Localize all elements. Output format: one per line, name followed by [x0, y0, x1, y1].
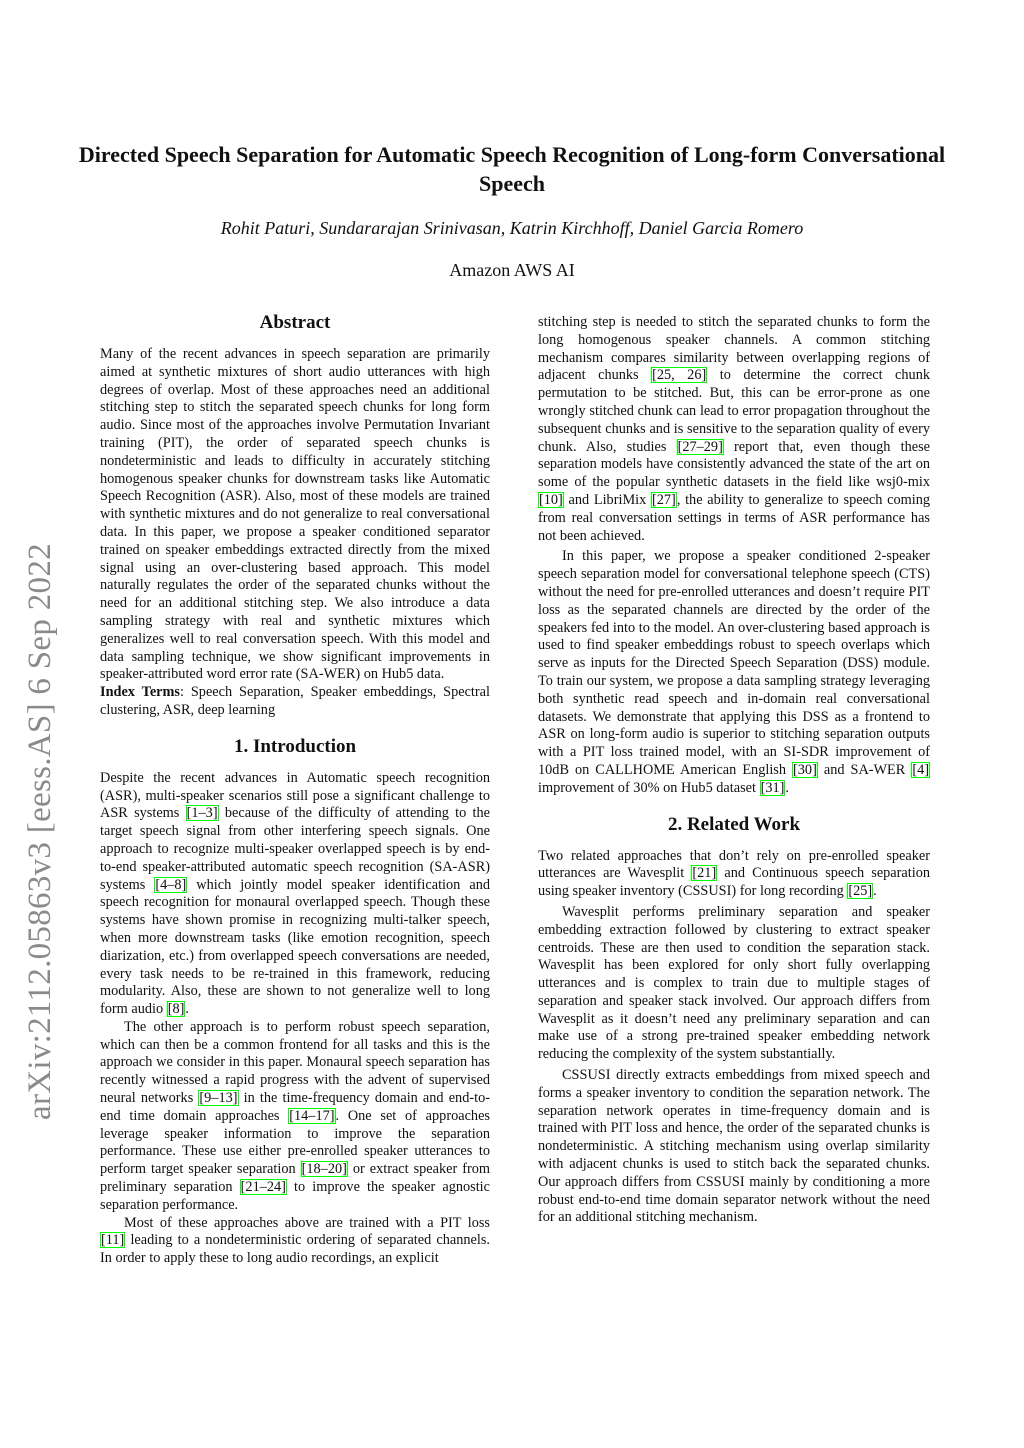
- citation-link[interactable]: [27]: [651, 491, 676, 508]
- intro-paragraph-2: The other approach is to perform robust speech separation, which can then be a common frontend for all tasks and this is the approach we consider in this paper. Monaural speech separation has recently witnessed a rapid progress with the advent of supervised neural networks [9–13] in the time-frequency domain and end-to-end time domain approaches [14–17]. One set of approaches leverage speaker information to improve the separation performance. These use either pre-enrolled speaker utterances to perform target speaker separation [18–20] or extract speaker from preliminary separation [21–24] to improve the speaker agnostic separation performance.: [100, 1018, 491, 1213]
- citation-link[interactable]: [25, 26]: [652, 367, 707, 384]
- intro-paragraph-1: Despite the recent advances in Automatic speech recognition (ASR), multi-speaker scenarios still pose a significant challenge to ASR systems [1–3] because of the difficulty of attending to the target speech signal from other interfering speech signals. One approach to recognize multi-speaker overlapped speech is by end-to-end speaker-attributed automatic speech recognition (SA-ASR) systems [4–8] which jointly model speaker identification and speech recognition for monaural overlapped speech. Though these systems have shown promise in recognizing multi-talker speech, when more downstream tasks (like emotion recognition, speech diarization, etc.) from overlapped speech conversations are needed, every task needs to be re-trained in this framework, reducing modularity. Also, these are shown to not generalize well to long form audio [8].: [100, 769, 490, 1018]
- citation-link[interactable]: [4]: [912, 761, 929, 778]
- section-heading-related-work: 2. Related Work: [667, 813, 801, 835]
- author-list: Rohit Paturi, Sundararajan Srinivasan, Katrin Kirchhoff, Daniel Garcia Romero: [220, 218, 804, 238]
- citation-link[interactable]: [31]: [760, 779, 785, 796]
- index-terms-text: : Speech Separation, Speaker embeddings, Spectral clustering, ASR, deep learning: [100, 684, 490, 718]
- citation-link[interactable]: [21–24]: [240, 1179, 286, 1196]
- citation-link[interactable]: [9–13]: [199, 1090, 238, 1107]
- section-heading-introduction: 1. Introduction: [233, 735, 357, 757]
- index-terms-label: Index Terms: [100, 684, 180, 701]
- paper-title: Directed Speech Separation for Automatic Speech Recognition of Long-form Conversational Speech: [78, 142, 946, 196]
- citation-link[interactable]: [8]: [167, 1001, 185, 1018]
- intro-paragraph-3-continued: stitching step is needed to stitch the separated chunks to form the long homogenous speaker channels. A common stitching mechanism compares similarity between overlapping regions of adjacent chunks [25, 26] to determine the correct chunk permutation to be stitched. But, this can be error-prone as one wrongly stitched chunk can lead to error propagation throughout the subsequent chunks and is sensitive to the separation quality of every chunk. Also, studies [27–29] report that, even though these separation models have consistently advanced the state of the art on some of the popular synthetic datasets in the field like wsj0-mix [10] and LibriMix [27], the ability to generalize to speech coming from real conversation settings in terms of ASR performance has not been achieved.: [538, 314, 930, 544]
- citation-link[interactable]: [21]: [692, 865, 717, 882]
- citation-link[interactable]: [14–17]: [289, 1107, 335, 1124]
- related-paragraph-1: Two related approaches that don’t rely on pre-enrolled speaker utterances are Wavesplit [21] and Continuous speech separation using speaker inventory (CSSUSI) for long recording [25].: [538, 847, 931, 900]
- intro-paragraph-3: Most of these approaches above are trained with a PIT loss [11] leading to a nondeterministic ordering of separated channels. In order to apply these to long audio recordings, an explicit: [100, 1214, 490, 1267]
- citation-link[interactable]: [25]: [848, 883, 873, 900]
- arxiv-identifier: arXiv:2112.05863v3 [eess.AS] 6 Sep 2022: [22, 543, 58, 1120]
- right-column: [538, 314, 930, 1227]
- citation-link[interactable]: [4–8]: [155, 876, 187, 893]
- citation-link[interactable]: [10]: [539, 491, 563, 508]
- citation-link[interactable]: [1–3]: [186, 805, 218, 822]
- affiliation: Amazon AWS AI: [449, 260, 575, 280]
- citation-link[interactable]: [18–20]: [301, 1161, 347, 1178]
- citation-link[interactable]: [11]: [101, 1232, 125, 1249]
- left-column: [100, 310, 490, 1268]
- citation-link[interactable]: [27–29]: [677, 438, 723, 455]
- intro-paragraph-4: In this paper, we propose a speaker conditioned 2-speaker speech separation model for conversational telephone speech (CTS) without the need for pre-enrolled utterances and doesn’t require PIT loss as the separated channels are directed by the order of the speakers fed into to the model. An over-clustering based approach is used to find speaker embeddings robust to speech overlaps which serve as inputs for the Directed Speech Separation (DSS) module. To train our system, we propose a data sampling strategy leveraging both synthetic read speech and in-domain real conversational datasets. We demonstrate that applying this DSS as a frontend to ASR on long-form audio is superior to stitching separation outputs with a PIT loss trained model, with an SI-SDR improvement of 10dB on CALLHOME American English [30] and SA-WER [4] improvement of 30% on Hub5 dataset [31].: [538, 548, 930, 796]
- citation-link[interactable]: [30]: [793, 761, 817, 778]
- related-paragraph-3: CSSUSI directly extracts embeddings from mixed speech and forms a speaker inventory to condition the separation network. The separation network operates in time-frequency domain and is trained with PIT loss and hence, the order of the separated chunks is nondeterministic. A stitching mechanism using overlap similarity with adjacent chunks is used to stitch back the separated chunks. Our approach differs from CSSUSI mainly by conditioning a more robust end-to-end time domain separator network without the need for an additional stitching mechanism.: [538, 1067, 930, 1226]
- abstract-heading: Abstract: [259, 312, 331, 333]
- related-paragraph-2: Wavesplit performs preliminary separation and speaker embedding extraction followed by clustering to extract speaker centroids. These are then used to condition the separation stack. Wavesplit has been explored for only short fully overlapping utterances and is complex to train due to multiple stages of separation and speaker stack involved. Our approach differs from Wavesplit as it doesn’t need any preliminary separation and can make use of a strong pre-trained speaker embedding network reducing the complexity of the system substantially.: [538, 903, 930, 1063]
- abstract-text: Many of the recent advances in speech separation are primarily aimed at synthetic mixtures of short audio utterances with high degrees of overlap. Most of these approaches need an additional stitching step to stitch the separated speech chunks for long form audio. Since most of the approaches involve Permutation Invariant training (PIT), the order of separated speech chunks is nondeterministic and leads to difficulty in accurately stitching homogenous speaker chunks for downstream tasks like Automatic Speech Recognition (ASR). Also, most of these models are trained with synthetic mixtures and do not generalize to real conversational data. In this paper, we propose a speaker conditioned separator trained on speaker embeddings extracted directly from the mixed signal using an over-clustering based approach. This model naturally regulates the order of the separated chunks without the need for an additional stitching step. We also introduce a data sampling strategy with real and synthetic mixtures which generalizes well to real conversation speech. With this model and data sampling technique, we show significant improvements in speaker-attributed word error rate (SA-WER) on Hub5 data.: [100, 346, 490, 683]
- index-terms: [100, 684, 490, 720]
